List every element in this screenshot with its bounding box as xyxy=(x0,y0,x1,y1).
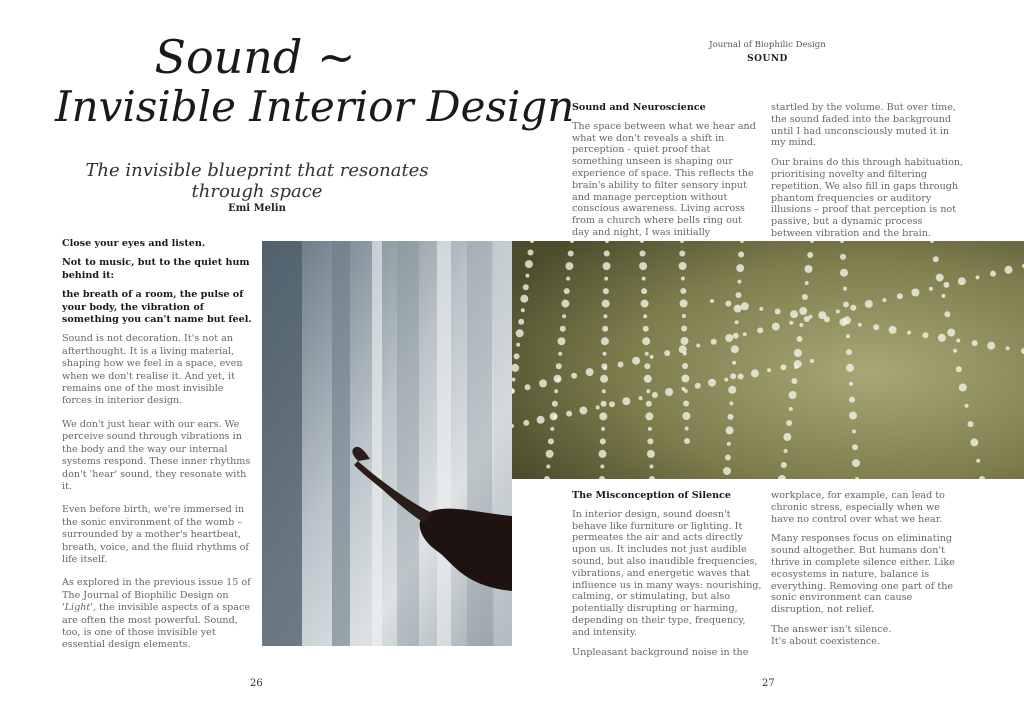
dewdrop xyxy=(550,427,554,431)
dewdrop xyxy=(516,343,520,347)
dewdrop xyxy=(665,388,673,396)
dewdrop xyxy=(525,384,531,390)
dewdrop xyxy=(976,275,980,279)
dewdrop xyxy=(849,397,855,403)
dewdrop xyxy=(897,293,903,299)
dewdrop xyxy=(724,378,728,382)
dewdrop xyxy=(943,282,949,288)
dewdrop xyxy=(735,320,739,324)
dewdrop xyxy=(604,277,608,281)
dewdrop xyxy=(923,332,929,338)
dewdrop xyxy=(736,264,744,272)
dewdrop xyxy=(647,450,655,458)
dewdrop xyxy=(642,337,650,345)
lead-line-3: the breath of a room, the pulse of your body, the vibration of something you can't name but feel. xyxy=(62,289,252,326)
dewdrop xyxy=(953,349,957,353)
dewdrop xyxy=(797,336,803,342)
dewdrop xyxy=(786,420,792,426)
dewdrop xyxy=(990,271,996,277)
dewdrop xyxy=(682,412,690,420)
dewdrop xyxy=(679,262,687,270)
dewdrop xyxy=(568,251,574,257)
dewdrop xyxy=(523,284,529,290)
dewdrop xyxy=(730,373,736,379)
dewdrop xyxy=(956,339,960,343)
p4-text-after: ', the invisible aspects of a space are often the most powerful. Sound, too, is one of those invisible yet essential design elements. xyxy=(62,602,251,651)
dewdrop xyxy=(789,391,797,399)
silence-closing xyxy=(771,624,964,648)
dewdrop xyxy=(679,345,687,353)
closing-line-2: It's about coexistence. xyxy=(771,635,881,647)
dewdrop xyxy=(780,364,786,370)
dewdrop xyxy=(836,310,840,314)
dewdrop xyxy=(759,307,763,311)
dewdrop xyxy=(685,427,689,431)
dewdrop xyxy=(850,305,856,311)
dewdrop xyxy=(537,416,545,424)
dewdrop xyxy=(751,369,759,377)
lead-line-1: Close your eyes and listen. xyxy=(62,238,206,249)
dewdrop xyxy=(734,305,742,313)
dewdrop xyxy=(560,326,566,332)
dewdrop xyxy=(558,352,562,356)
dewdrop xyxy=(599,450,607,458)
dewdrop xyxy=(579,407,587,415)
dewdrop xyxy=(682,314,686,318)
dewdrop xyxy=(622,397,630,405)
dewdrop xyxy=(664,350,670,356)
dewdrop xyxy=(947,329,955,337)
dewdrop xyxy=(604,251,610,257)
dewdrop xyxy=(681,387,685,391)
dewdrop xyxy=(602,300,610,308)
dewdrop xyxy=(711,339,717,345)
dewdrop xyxy=(680,300,688,308)
dewdrop xyxy=(805,265,813,273)
dewdrop xyxy=(643,326,649,332)
silence-paragraph-2: Unpleasant background noise in the xyxy=(572,646,749,658)
article-subtitle: The invisible blueprint that resonates through space xyxy=(85,160,429,202)
dewdrop xyxy=(807,252,813,258)
dewdrop xyxy=(564,288,570,294)
neuroscience-column-1 xyxy=(572,102,762,247)
dewdrop xyxy=(641,288,647,294)
dewdrop xyxy=(546,465,550,469)
dewdrop xyxy=(681,337,689,345)
dewdrop xyxy=(944,311,950,317)
dewdrop xyxy=(646,389,650,393)
dewdrop xyxy=(843,302,849,308)
dewdrop xyxy=(525,260,533,268)
dewdrop xyxy=(781,462,787,468)
dewdrop xyxy=(736,292,742,298)
dewdrop xyxy=(602,326,608,332)
lead-line-2: Not to music, but to the quiet hum behind it: xyxy=(62,257,250,281)
dewdrop xyxy=(731,345,739,353)
dewdrop xyxy=(546,450,554,458)
dewdrop xyxy=(561,300,569,308)
dewdrop xyxy=(959,384,967,392)
dewdrop xyxy=(725,334,733,342)
dewdrop xyxy=(609,401,615,407)
dewdrop xyxy=(643,314,647,318)
dewdrop xyxy=(729,401,733,405)
neuroscience-paragraph-1: The space between what we hear and what we don't reveals a shift in perception - quiet proof that something unseen is shaping our experience of space. This reflects the brain's ability to filter sensory input and manage perception without conscious awareness. Living across from a church where bells ring out day and night, I was initially xyxy=(572,120,756,238)
article-title-line-1: Sound ~ xyxy=(154,30,356,84)
dewdrop xyxy=(728,386,736,394)
dewdrop xyxy=(645,412,653,420)
silence-column-1 xyxy=(572,490,762,666)
dewdrop xyxy=(733,333,739,339)
neuroscience-heading: Sound and Neuroscience xyxy=(572,102,706,113)
dewdrop xyxy=(600,375,608,383)
dewdrop xyxy=(652,392,658,398)
dewdrop xyxy=(824,316,830,322)
intro-paragraph-3: Even before birth, we're immersed in the sonic environment of the womb – surrounded by a mother's heartbeat, breath, voice, and the fluid rhythms of life itself. xyxy=(62,504,249,565)
dewdrop xyxy=(644,375,652,383)
dewdrop xyxy=(789,321,793,325)
dewdrop xyxy=(562,314,566,318)
dewdrop xyxy=(645,352,649,356)
dewdrop xyxy=(723,467,731,475)
dewdrop xyxy=(732,361,736,365)
dewdrop xyxy=(600,438,606,444)
neuroscience-column-2 xyxy=(771,102,964,248)
dewdrop xyxy=(650,465,654,469)
dewdrop xyxy=(852,429,856,433)
dewdrop xyxy=(743,332,747,336)
dewdrop xyxy=(566,277,570,281)
dewdrop xyxy=(641,300,649,308)
dewdrop xyxy=(965,404,969,408)
curtain-photo-illustration xyxy=(262,241,512,646)
dewdrop xyxy=(566,411,572,417)
article-title-line-2: Invisible Interior Design xyxy=(55,82,575,131)
dewdrop xyxy=(936,274,944,282)
dewdrop xyxy=(639,262,647,270)
intro-paragraph-1: Sound is not decoration. It's not an afterthought. It is a living material, shaping how we feel in a space, even when we don't realise it. And yet, it remains one of the most invisible forces in interior design. xyxy=(62,333,243,407)
dewdrop xyxy=(696,344,700,348)
dewdrop xyxy=(799,307,807,315)
dewdrop xyxy=(737,280,741,284)
dewdrop xyxy=(840,254,846,260)
dewdrop xyxy=(558,337,566,345)
intro-paragraph-2: We don't just hear with our ears. We perceive sound through vibrations in the body and the way our internal systems respond. These inner rhythms don't 'hear' sound, they resonate with it. xyxy=(62,418,251,492)
dewdrop xyxy=(684,438,690,444)
dewdrop xyxy=(514,353,520,359)
section-label: SOUND xyxy=(747,54,788,64)
dewdrop xyxy=(518,319,524,325)
dewdrop xyxy=(783,433,791,441)
dewdrop xyxy=(799,323,803,327)
light-issue-title: Light xyxy=(64,602,91,614)
page-number-right: 27 xyxy=(762,678,775,689)
dewdrop xyxy=(708,379,716,387)
dewdrop xyxy=(970,438,978,446)
dewdrop xyxy=(552,401,558,407)
dewdrop xyxy=(644,363,650,369)
dewdrop xyxy=(968,421,974,427)
dewdrop xyxy=(976,459,980,463)
dewdrop xyxy=(972,340,978,346)
p4-text-before: As explored in the previous issue 15 of The Journal of Biophilic Design on ' xyxy=(62,577,251,614)
dewdrop xyxy=(873,324,879,330)
journal-name: Journal of Biophilic Design xyxy=(709,40,826,50)
dewdrop xyxy=(682,363,688,369)
dewdrop xyxy=(600,465,604,469)
dewdrop xyxy=(618,362,624,368)
dewdrop xyxy=(805,281,809,285)
dewdrop xyxy=(554,389,558,393)
dewdrop xyxy=(521,308,525,312)
dewdrop xyxy=(938,334,946,342)
dewdrop xyxy=(767,368,771,372)
dewdrop xyxy=(775,309,781,315)
dewdrop xyxy=(942,294,946,298)
dewdrop xyxy=(809,315,813,319)
dewdrop xyxy=(846,364,854,372)
silence-column-2 xyxy=(771,490,964,656)
dewdrop xyxy=(565,262,573,270)
dewdrop xyxy=(852,459,860,467)
dewdrop xyxy=(639,396,643,400)
dewdrop xyxy=(603,314,607,318)
neuroscience-paragraph-3: Our brains do this through habituation, prioritising novelty and filtering repetition. We also fill in gaps through phantom frequencies or auditory illusions – proof that perception is not passive, but a dynamic process between vibration and the brain. xyxy=(771,157,964,239)
dewdrop xyxy=(557,378,561,382)
dewdrop xyxy=(738,252,744,258)
dewdrop xyxy=(790,310,798,318)
dewdrop xyxy=(681,375,689,383)
curtain-hand-photo xyxy=(262,241,512,646)
dewdrop xyxy=(846,334,850,338)
dewdrop xyxy=(681,326,687,332)
dewdrop xyxy=(852,444,858,450)
dewdrop xyxy=(650,355,654,359)
dewdrop xyxy=(603,352,607,356)
dewdrop xyxy=(907,331,911,335)
dewdrop xyxy=(858,323,862,327)
dewdrop xyxy=(646,401,652,407)
dewdrop xyxy=(695,383,701,389)
dewdrop xyxy=(602,389,606,393)
dewdrop xyxy=(882,298,886,302)
dewdrop xyxy=(640,251,646,257)
dewdrop xyxy=(987,342,995,350)
dewdrop xyxy=(725,455,731,461)
dewdrop xyxy=(757,327,763,333)
dewdrop xyxy=(726,426,734,434)
dewdrop xyxy=(681,277,685,281)
dewdrop xyxy=(810,359,814,363)
dewdrop xyxy=(525,274,529,278)
dewdrop xyxy=(889,326,897,334)
dewdrop xyxy=(556,363,562,369)
dewdrop xyxy=(772,323,780,331)
dewdrop xyxy=(603,288,609,294)
dewdrop xyxy=(840,269,848,277)
dewdrop xyxy=(794,360,802,368)
dewdrop xyxy=(929,287,933,291)
dewdrop xyxy=(516,329,524,337)
dewdrop xyxy=(683,401,689,407)
dewdrop xyxy=(601,401,607,407)
dewdrop-web-illustration xyxy=(512,241,1024,479)
dewdrop xyxy=(648,427,652,431)
dewdrop xyxy=(599,412,607,420)
dewdrop xyxy=(601,427,605,431)
dewdrop xyxy=(571,373,577,379)
dewdrop xyxy=(539,379,547,387)
dewdrop xyxy=(784,449,788,453)
dewdrop xyxy=(865,300,873,308)
intro-column xyxy=(62,238,254,663)
page-number-left: 26 xyxy=(250,678,263,689)
dewdrop xyxy=(520,295,528,303)
dewdrop xyxy=(839,318,847,326)
dewdrop xyxy=(553,415,557,419)
intro-paragraph-4 xyxy=(62,577,254,651)
dewdrop xyxy=(710,299,714,303)
silence-paragraph-1: In interior design, sound doesn't behave like furniture or lighting. It permeates the air and acts directly upon us. It includes not just audible sound, but also inaudible frequencies, vibrations, and energetic waves that influence us in many ways: nourishing, calming, or stimulating, but also potentially disrupting or harming, depending on their type, frequency, and intensity. xyxy=(572,508,762,638)
dewdrop xyxy=(548,438,554,444)
dewdrop xyxy=(956,366,962,372)
dewdrop xyxy=(791,378,797,384)
dewdrop xyxy=(1005,266,1013,274)
dewdrop xyxy=(596,405,600,409)
dewdrop xyxy=(1006,346,1010,350)
dewdrop-web-photo xyxy=(512,241,1024,479)
dewdrop xyxy=(849,382,853,386)
dewdrop xyxy=(728,414,734,420)
dewdrop xyxy=(523,420,529,426)
dewdrop xyxy=(789,407,793,411)
dewdrop xyxy=(802,294,808,300)
silence-paragraph-4: Many responses focus on eliminating sound altogether. But humans don't thrive in complete silence either. Like ecosystems in nature, balance is everything. Removing one part of the sonic environment can cause disruption, not relief. xyxy=(771,533,955,616)
dewdrop xyxy=(843,287,847,291)
silence-heading: The Misconception of Silence xyxy=(572,490,731,501)
dewdrop xyxy=(647,438,653,444)
dewdrop xyxy=(725,301,731,307)
dewdrop xyxy=(528,250,534,256)
dewdrop xyxy=(933,256,939,262)
dewdrop xyxy=(632,357,640,365)
dewdrop xyxy=(738,374,744,380)
dewdrop xyxy=(741,302,749,310)
author-name: Emi Melin xyxy=(228,203,286,214)
dewdrop xyxy=(603,366,607,370)
dewdrop xyxy=(586,368,594,376)
dewdrop xyxy=(727,442,731,446)
silence-paragraph-3: workplace, for example, can lead to chronic stress, especially when we have no control over what we hear. xyxy=(771,490,945,525)
dewdrop xyxy=(680,288,686,294)
dewdrop xyxy=(601,337,609,345)
dewdrop xyxy=(849,412,857,420)
neuroscience-paragraph-2: startled by the volume. But over time, the sound faded into the background until I had unconsciously muted it in my mind. xyxy=(771,102,956,149)
dewdrop xyxy=(679,251,685,257)
dewdrop xyxy=(911,289,919,297)
dewdrop xyxy=(603,262,611,270)
dewdrop xyxy=(794,349,802,357)
dewdrop xyxy=(958,277,966,285)
dewdrop xyxy=(846,349,852,355)
dewdrop xyxy=(642,277,646,281)
closing-line-1: The answer isn't silence. xyxy=(771,623,892,635)
